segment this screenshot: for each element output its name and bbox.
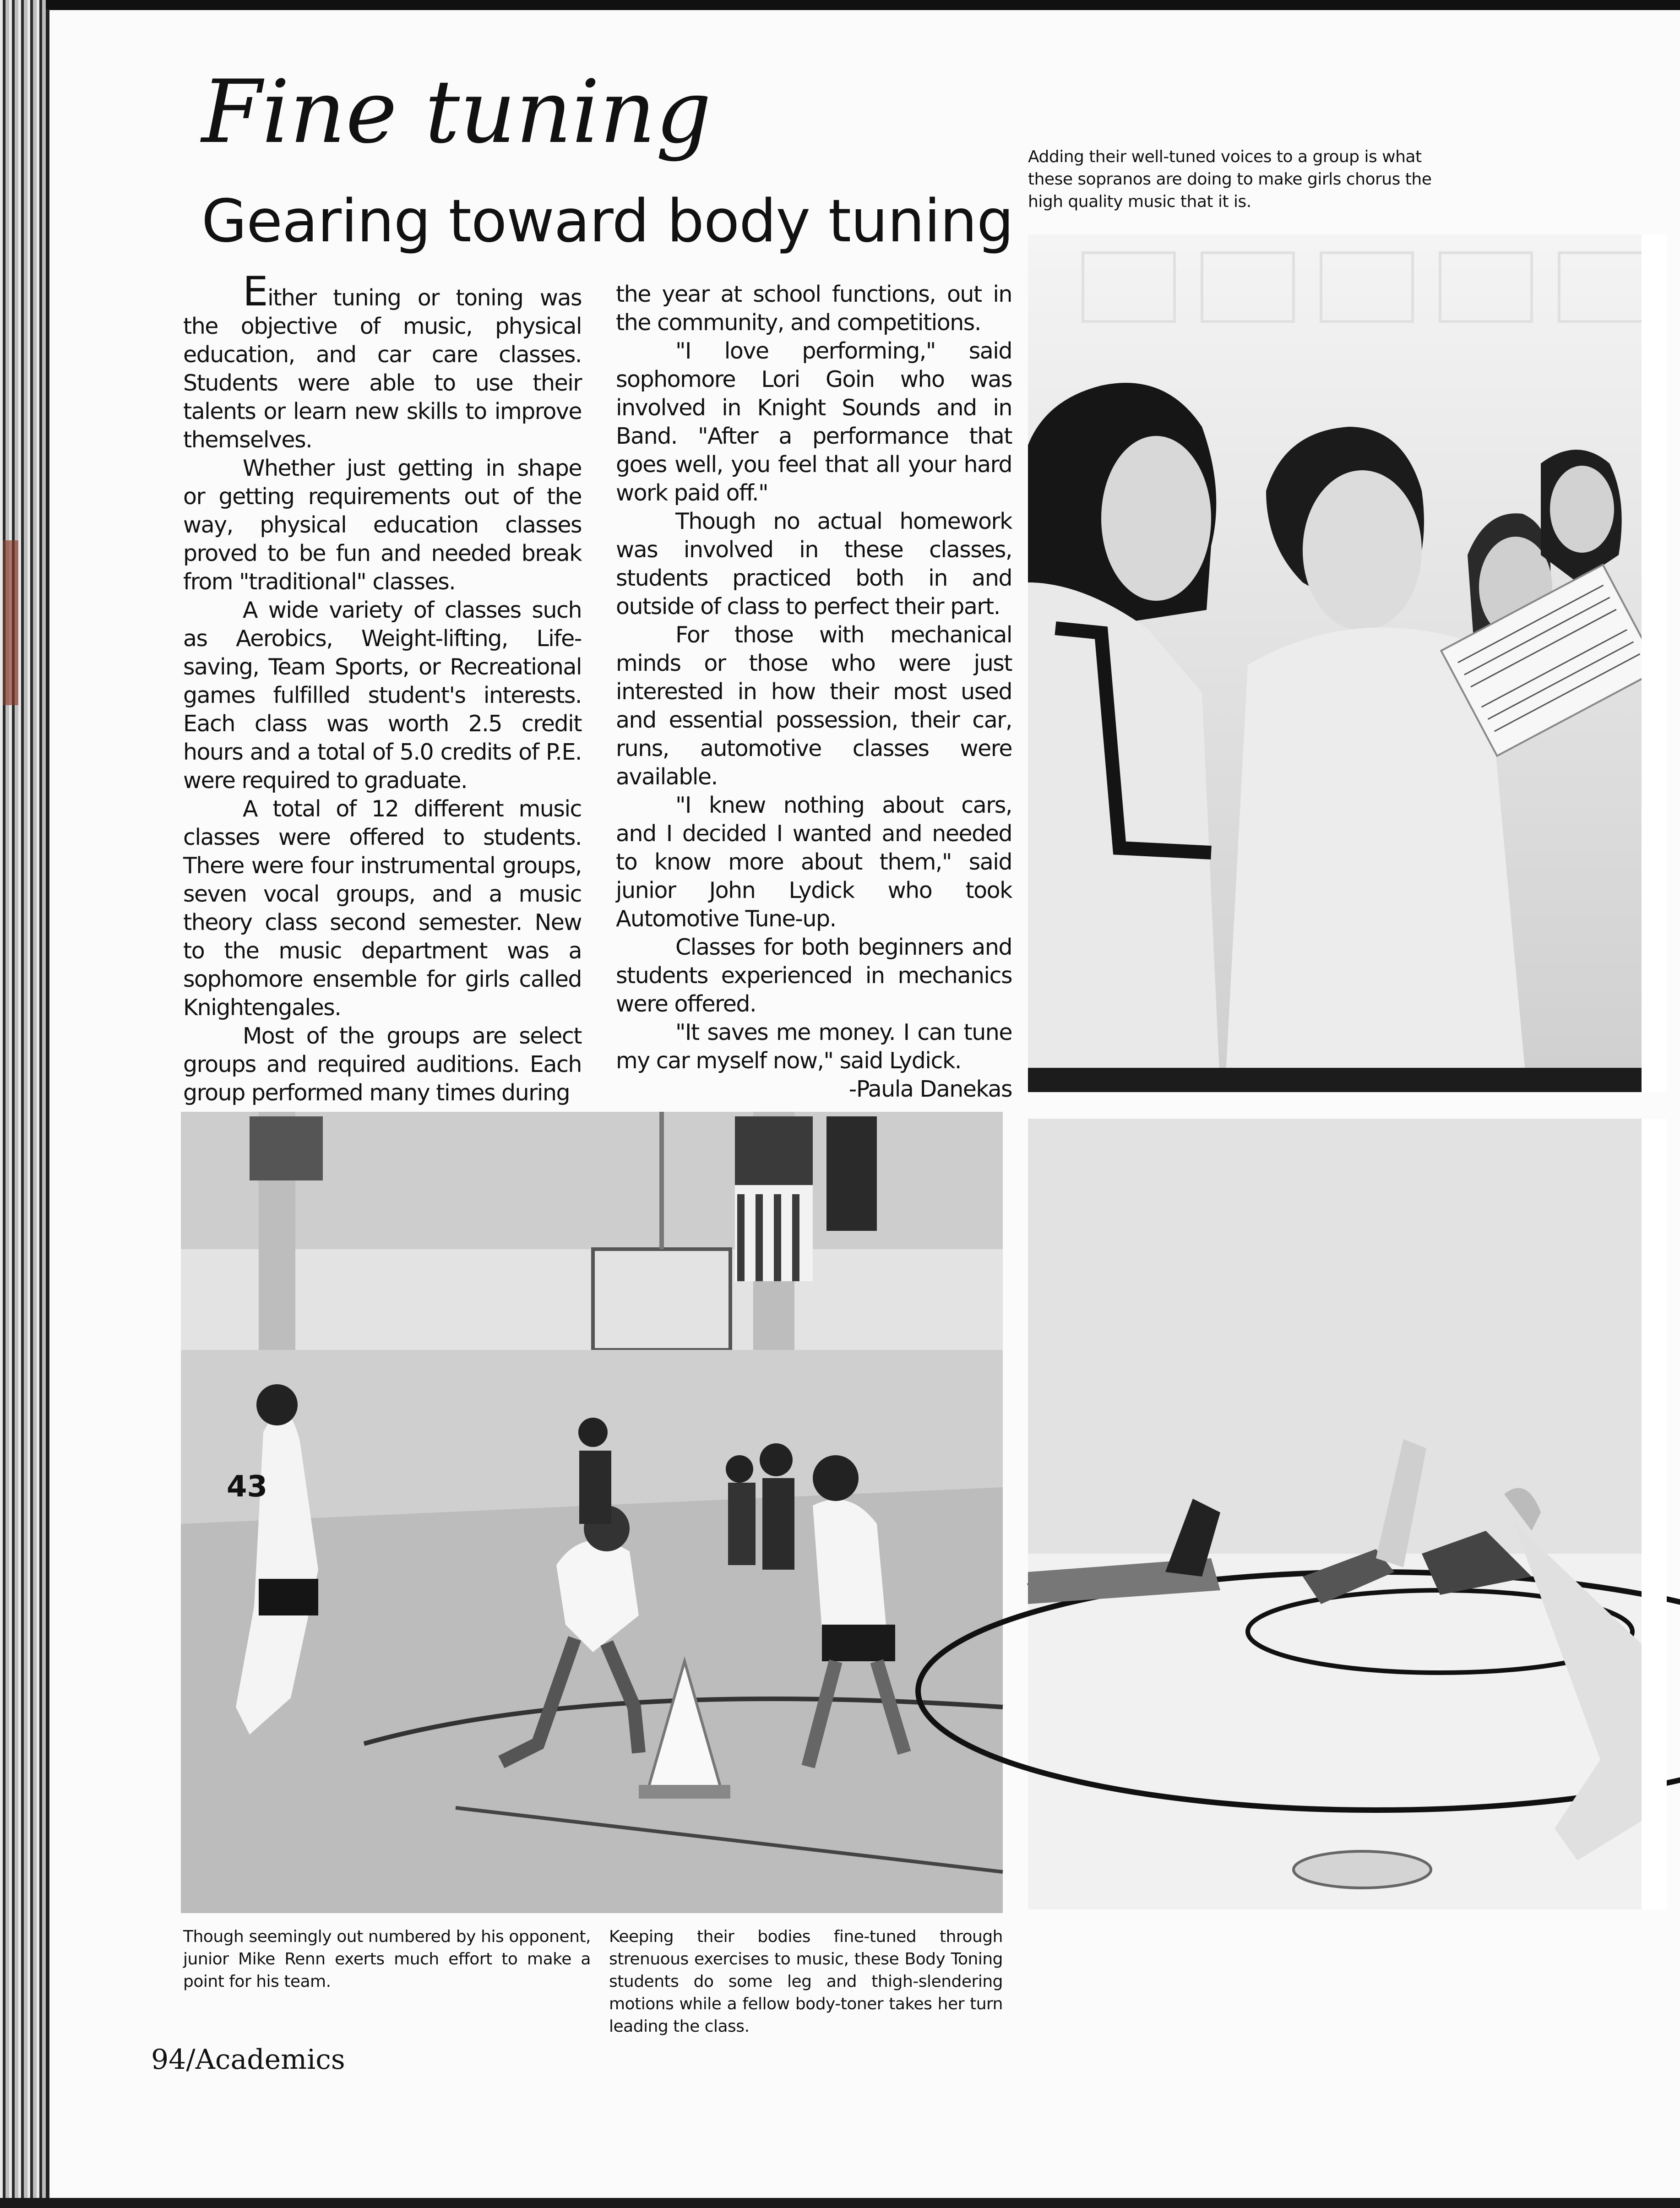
story-paragraph: Either tuning or toning was the objective of music, physical education, and car care classes. Students were able to use their talents or learn new skills to improve themselves. xyxy=(183,268,582,453)
binding-shadow xyxy=(46,9,49,2198)
story-paragraph: "I knew nothing about cars, and I decided I wanted and needed to know more about them," said junior John Lydick who took Automotive Tune-up. xyxy=(616,792,1012,932)
basketball-photo-caption: Though seemingly out numbered by his opponent, junior Mike Renn exerts much effort to make a point for his team. xyxy=(183,1927,591,1991)
story-paragraph: A total of 12 different music classes were offered to students. There were four instrumental groups, seven vocal groups, and a music theory class second semester. New to the music department was a sophomore ensemble for girls called Knightengales. xyxy=(183,796,582,1021)
page-folio: 94/Academics xyxy=(151,2044,345,2076)
binding-stain xyxy=(3,540,18,705)
story-paragraph: Classes for both beginners and students experienced in mechanics were offered. xyxy=(616,934,1012,1017)
story-paragraph: the year at school functions, out in the community, and competitions. xyxy=(616,281,1012,336)
basketball-photo-image xyxy=(181,1112,1003,1913)
chorus-photo xyxy=(1028,234,1667,1092)
scan-bottom-edge xyxy=(0,2198,1680,2208)
story-paragraph: Though no actual homework was involved in these classes, students practiced both in and outside of class to perfect their part. xyxy=(616,508,1012,620)
page-title: Fine tuning xyxy=(201,61,712,163)
story-column-2 xyxy=(616,280,1012,1102)
book-binding xyxy=(0,0,46,2208)
body-toning-photo-caption: Keeping their bodies fine-tuned through strenuous exercises to music, these Body Toning students do some leg and thigh-slendering motions while a fellow body-toner takes her turn leading the class. xyxy=(609,1927,1003,2036)
page-subtitle: Gearing toward body tuning xyxy=(201,187,1014,256)
story-paragraph: "I love performing," said sophomore Lori Goin who was involved in Knight Sounds and in Band. "After a performance that goes well, you feel that all your hard work paid off." xyxy=(616,338,1012,506)
chorus-photo-caption: Adding their well-tuned voices to a group is what these sopranos are doing to make girls chorus the high quality music that it is. xyxy=(1028,147,1432,211)
drop-cap: E xyxy=(243,268,268,315)
basketball-photo xyxy=(181,1112,1003,1913)
chorus-photo-image xyxy=(1028,234,1667,1092)
body-toning-photo-image xyxy=(1028,1119,1667,1909)
jersey-number: 43 xyxy=(227,1470,268,1504)
body-toning-photo xyxy=(1028,1119,1667,1909)
story-column-1 xyxy=(183,268,582,1106)
scan-top-edge xyxy=(0,0,1680,10)
story-paragraph: For those with mechanical minds or those who were just interested in how their most used and essential possession, their car, runs, automotive classes were available. xyxy=(616,622,1012,790)
story-paragraph: Most of the groups are select groups and required auditions. Each group performed many times during xyxy=(183,1023,582,1106)
story-paragraph: A wide variety of classes such as Aerobics, Weight-lifting, Life-saving, Team Sports, or Recreational games fulfilled student's interests. Each class was worth 2.5 credit hours and a total of 5.0 credits of P.E. were required to graduate. xyxy=(183,597,582,794)
story-paragraph: "It saves me money. I can tune my car myself now," said Lydick. xyxy=(616,1019,1012,1074)
story-byline: -Paula Danekas xyxy=(848,1076,1012,1102)
story-paragraph: Whether just getting in shape or getting requirements out of the way, physical education classes proved to be fun and needed break from "traditional" classes. xyxy=(183,455,582,595)
us-flag-icon xyxy=(735,1116,813,1281)
